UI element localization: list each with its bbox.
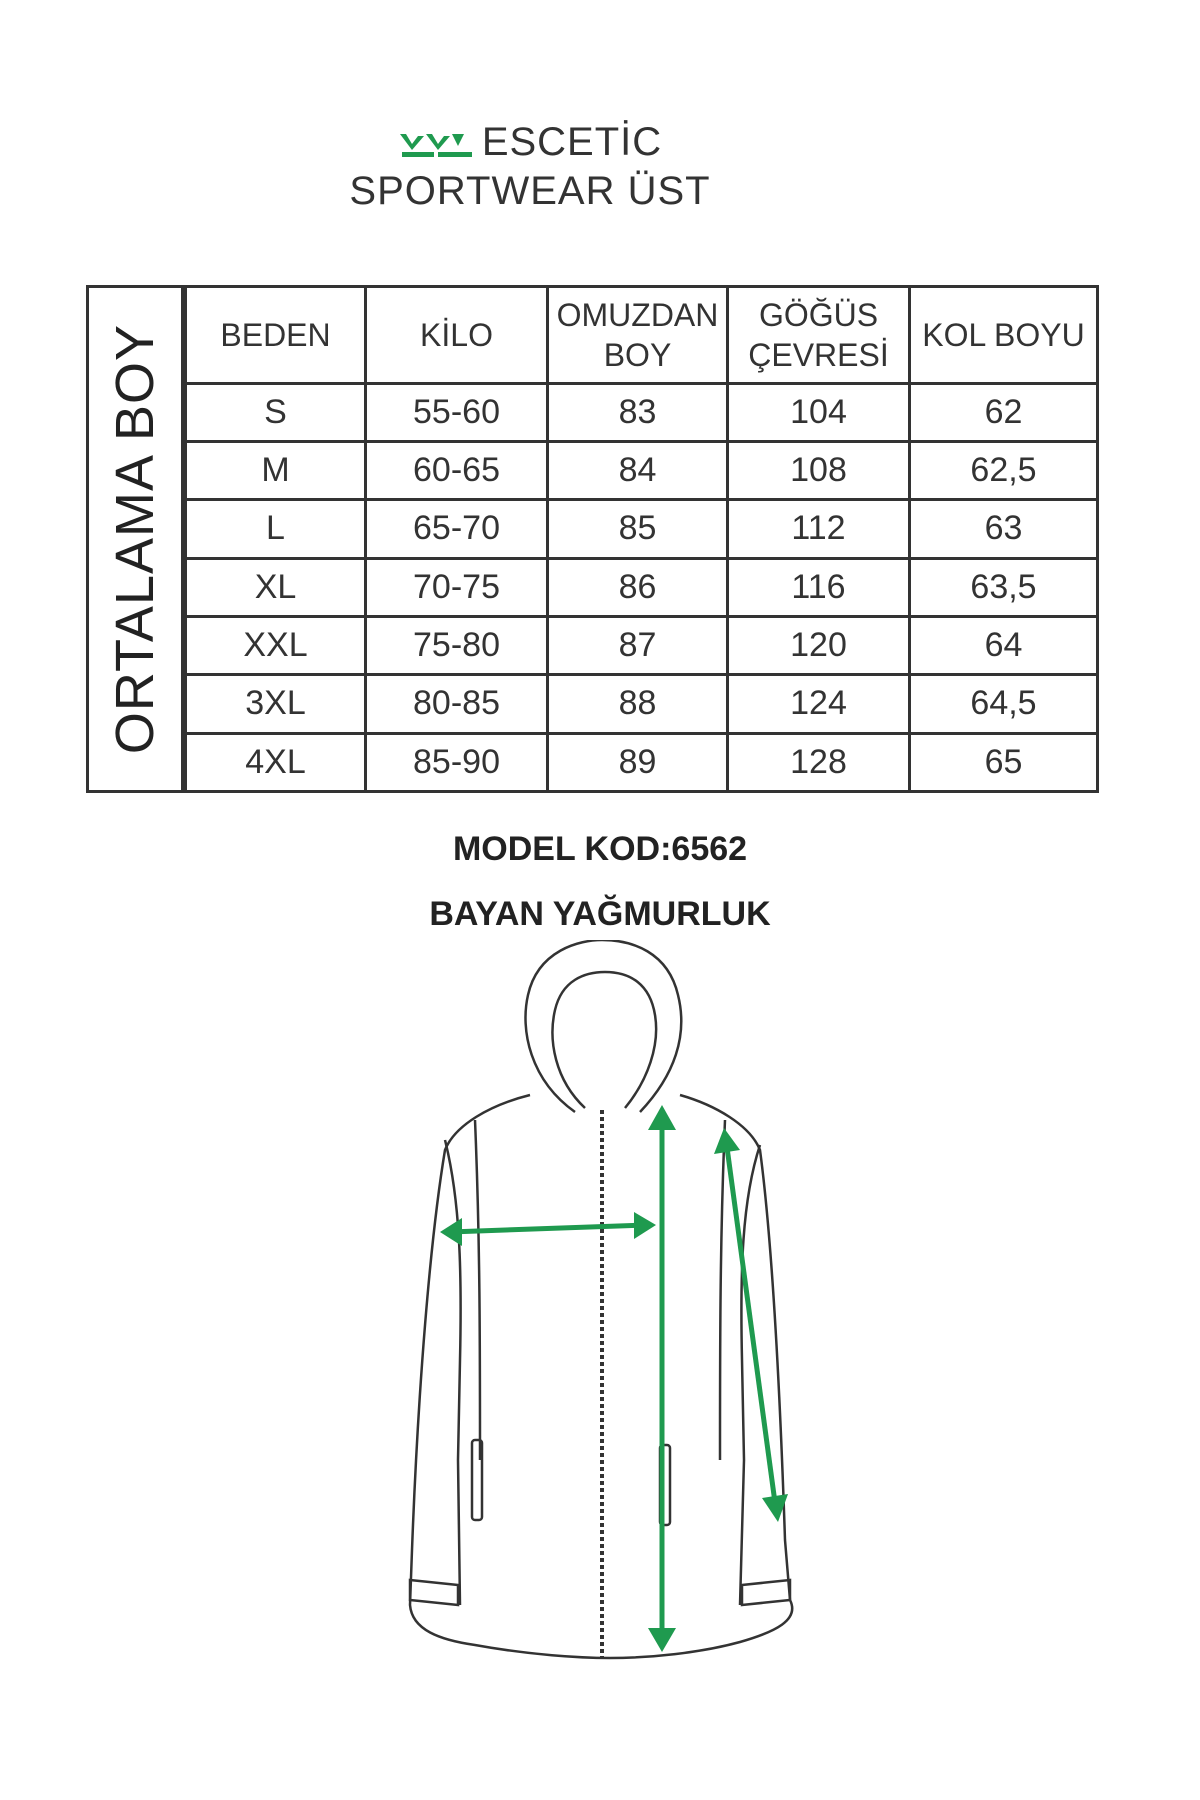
length-cell: 85	[548, 500, 728, 558]
size-chart	[86, 285, 1096, 793]
weight-cell: 55-60	[366, 383, 548, 441]
right-sleeve	[720, 1120, 725, 1460]
chest-arrow-head-right	[634, 1212, 656, 1239]
sleeve-cell: 64	[910, 616, 1098, 674]
table-row	[186, 500, 1098, 558]
left-cuff	[410, 1580, 458, 1605]
size-cell: S	[186, 383, 366, 441]
table-row	[186, 675, 1098, 733]
sleeve-cell: 62,5	[910, 441, 1098, 499]
brand-header	[0, 120, 1060, 214]
model-name: BAYAN YAĞMURLUK	[429, 895, 771, 933]
chest-cell: 128	[728, 733, 910, 791]
length-cell: 88	[548, 675, 728, 733]
chest-arrow-head-left	[440, 1218, 462, 1246]
model-code: MODEL KOD:6562	[452, 830, 748, 868]
brand-logo-icon	[398, 126, 476, 160]
weight-cell: 70-75	[366, 558, 548, 616]
left-sleeve	[475, 1120, 480, 1460]
length-arrow-head-bottom	[648, 1628, 676, 1652]
column-header: GÖĞÜS ÇEVRESİ	[728, 287, 910, 384]
chest-cell: 108	[728, 441, 910, 499]
chest-cell: 112	[728, 500, 910, 558]
hood-inner	[553, 972, 657, 1108]
size-table	[184, 285, 1099, 793]
column-header: KİLO	[366, 287, 548, 384]
chest-cell: 120	[728, 616, 910, 674]
sleeve-cell: 64,5	[910, 675, 1098, 733]
weight-cell: 65-70	[366, 500, 548, 558]
sleeve-cell: 65	[910, 733, 1098, 791]
table-header-row	[186, 287, 1098, 384]
length-cell: 87	[548, 616, 728, 674]
column-header: OMUZDAN BOY	[548, 287, 728, 384]
sleeve-arrow	[726, 1140, 776, 1510]
weight-cell: 85-90	[366, 733, 548, 791]
length-arrow-head-top	[648, 1105, 676, 1130]
size-cell: M	[186, 441, 366, 499]
right-cuff	[742, 1580, 790, 1605]
column-header: KOL BOYU	[910, 287, 1098, 384]
table-row	[186, 733, 1098, 791]
chest-cell: 116	[728, 558, 910, 616]
table-row	[186, 616, 1098, 674]
hood-outline	[525, 940, 681, 1112]
sleeve-arrow-head-top	[714, 1128, 740, 1154]
length-cell: 84	[548, 441, 728, 499]
sleeve-cell: 62	[910, 383, 1098, 441]
length-cell: 89	[548, 733, 728, 791]
sleeve-cell: 63,5	[910, 558, 1098, 616]
side-label-cell	[86, 285, 184, 793]
left-seam	[445, 1140, 461, 1605]
table-row	[186, 383, 1098, 441]
raincoat-illustration	[380, 940, 820, 1685]
side-label: ORTALAMA BOY	[105, 323, 165, 755]
table-row	[186, 558, 1098, 616]
chest-cell: 124	[728, 675, 910, 733]
weight-cell: 75-80	[366, 616, 548, 674]
size-cell: 4XL	[186, 733, 366, 791]
size-cell: 3XL	[186, 675, 366, 733]
weight-cell: 60-65	[366, 441, 548, 499]
length-cell: 86	[548, 558, 728, 616]
column-header: BEDEN	[186, 287, 366, 384]
size-cell: L	[186, 500, 366, 558]
chest-cell: 104	[728, 383, 910, 441]
size-cell: XL	[186, 558, 366, 616]
brand-subtitle: SPORTWEAR ÜST	[349, 169, 711, 213]
length-cell: 83	[548, 383, 728, 441]
sleeve-cell: 63	[910, 500, 1098, 558]
brand-line	[0, 120, 1060, 165]
table-row	[186, 441, 1098, 499]
size-cell: XXL	[186, 616, 366, 674]
brand-name: ESCETİC	[481, 120, 663, 164]
weight-cell: 80-85	[366, 675, 548, 733]
